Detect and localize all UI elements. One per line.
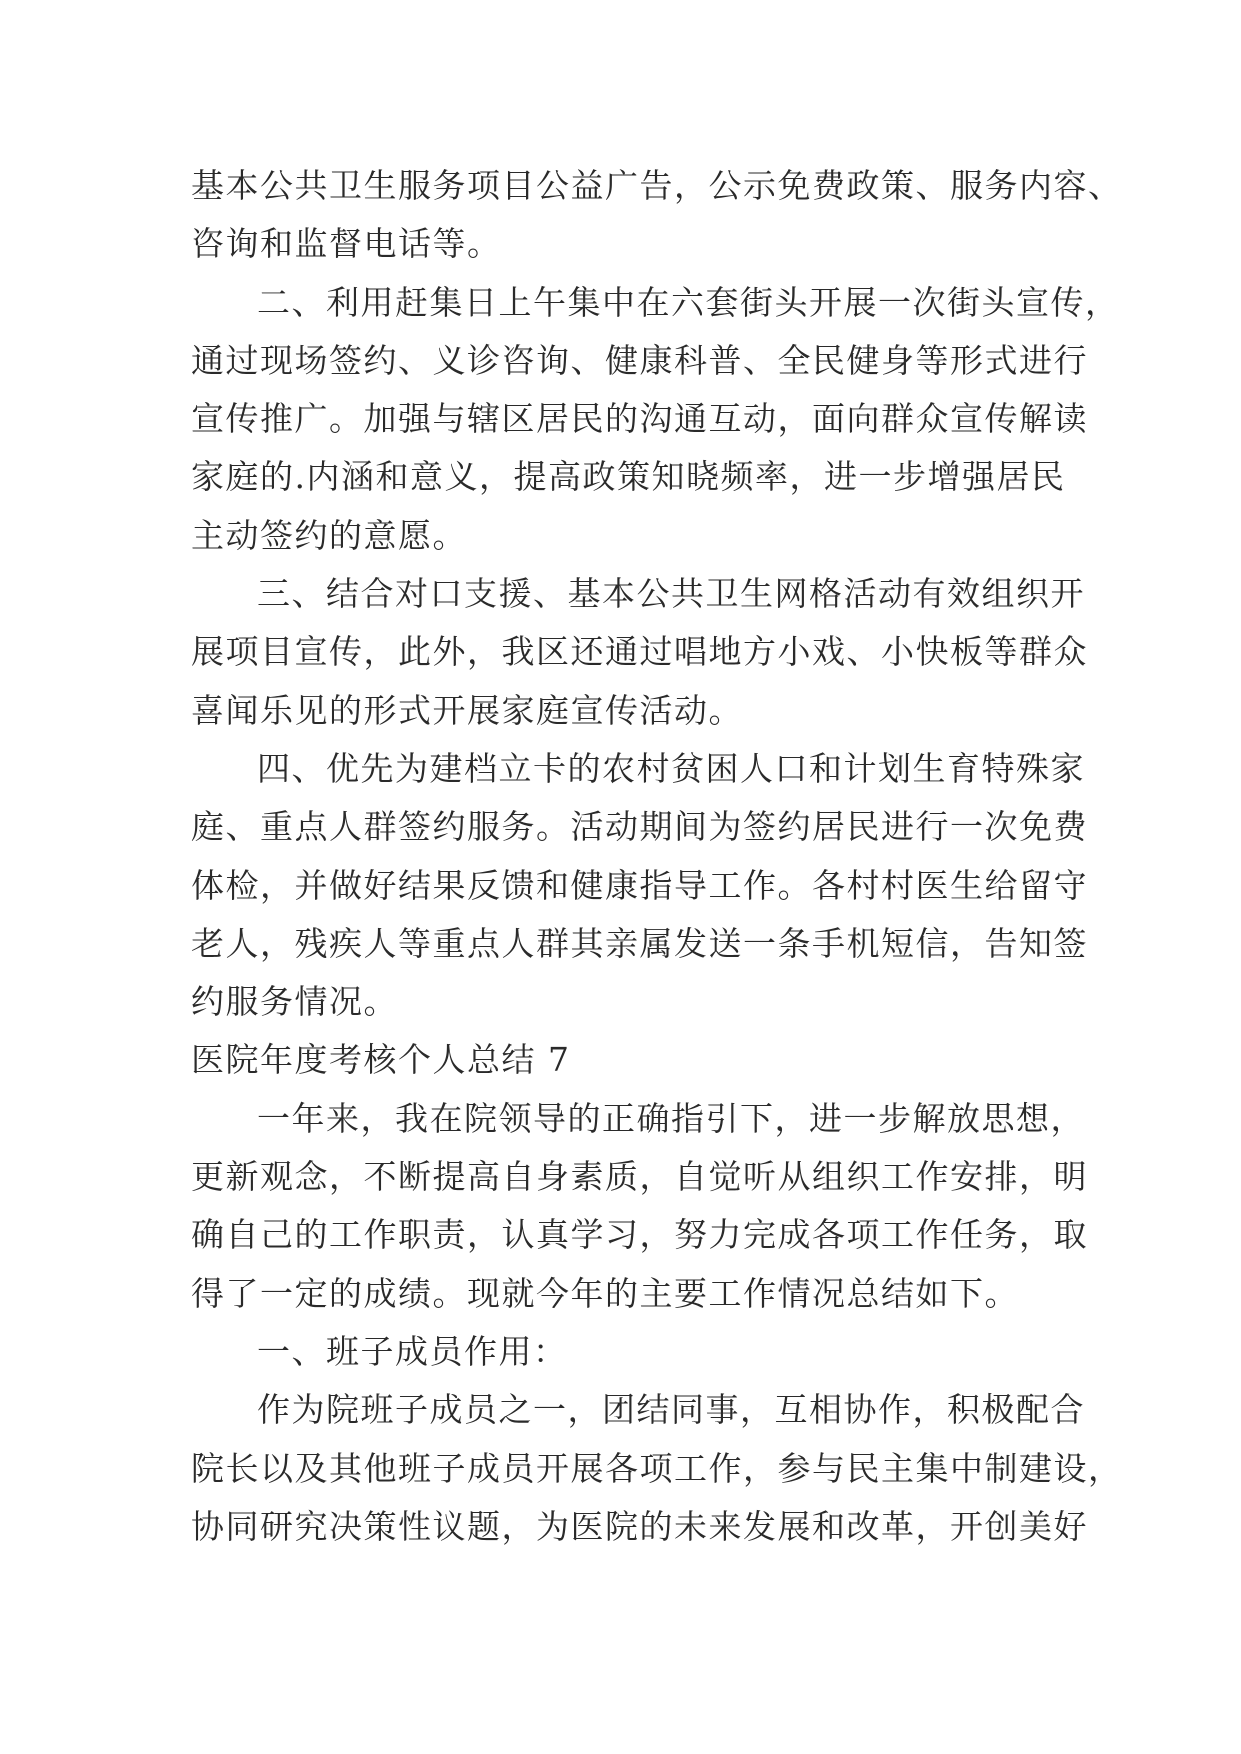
text-line: 主动签约的意愿。: [191, 515, 467, 555]
text-line: 通过现场签约、义诊咨询、健康科普、全民健身等形式进行: [191, 340, 1088, 380]
document-body: [191, 157, 1123, 1556]
section-heading: 医院年度考核个人总结 7: [191, 1040, 571, 1080]
text-line: 得了一定的成绩。现就今年的主要工作情况总结如下。: [191, 1273, 1019, 1313]
text-line: 确自己的工作职责，认真学习，努力完成各项工作任务，取: [191, 1215, 1088, 1255]
paragraph-start-line: 三、结合对口支援、基本公共卫生网格活动有效组织开: [257, 574, 1085, 614]
paragraph-start-line: 四、优先为建档立卡的农村贫困人口和计划生育特殊家: [257, 748, 1085, 788]
text-line: 约服务情况。: [191, 982, 398, 1022]
paragraph-start-line: 二、利用赶集日上午集中在六套街头开展一次街头宣传，: [257, 282, 1120, 322]
text-line: 喜闻乐见的形式开展家庭宣传活动。: [191, 690, 743, 730]
text-line: 院长以及其他班子成员开展各项工作，参与民主集中制建设，: [191, 1448, 1123, 1488]
subsection-heading: 一、班子成员作用：: [257, 1331, 568, 1371]
paragraph-start-line: 作为院班子成员之一，团结同事，互相协作，积极配合: [257, 1390, 1085, 1430]
text-line: 体检，并做好结果反馈和健康指导工作。各村村医生给留守: [191, 865, 1088, 905]
text-line: 咨询和监督电话等。: [191, 224, 502, 264]
text-line: 宣传推广。加强与辖区居民的沟通互动，面向群众宣传解读: [191, 399, 1088, 439]
text-line: 基本公共卫生服务项目公益广告，公示免费政策、服务内容、: [191, 166, 1123, 205]
text-line: 庭、重点人群签约服务。活动期间为签约居民进行一次免费: [191, 807, 1088, 847]
paragraph-start-line: 一年来，我在院领导的正确指引下，进一步解放思想，: [257, 1098, 1085, 1138]
text-line: 更新观念，不断提高自身素质，自觉听从组织工作安排，明: [191, 1157, 1088, 1197]
text-line: 展项目宣传，此外，我区还通过唱地方小戏、小快板等群众: [191, 632, 1088, 672]
text-line: 协同研究决策性议题，为医院的未来发展和改革，开创美好: [191, 1506, 1088, 1546]
text-line: 老人，残疾人等重点人群其亲属发送一条手机短信，告知签: [191, 923, 1088, 963]
text-line: 家庭的.内涵和意义，提高政策知晓频率，进一步增强居民: [191, 457, 1066, 497]
